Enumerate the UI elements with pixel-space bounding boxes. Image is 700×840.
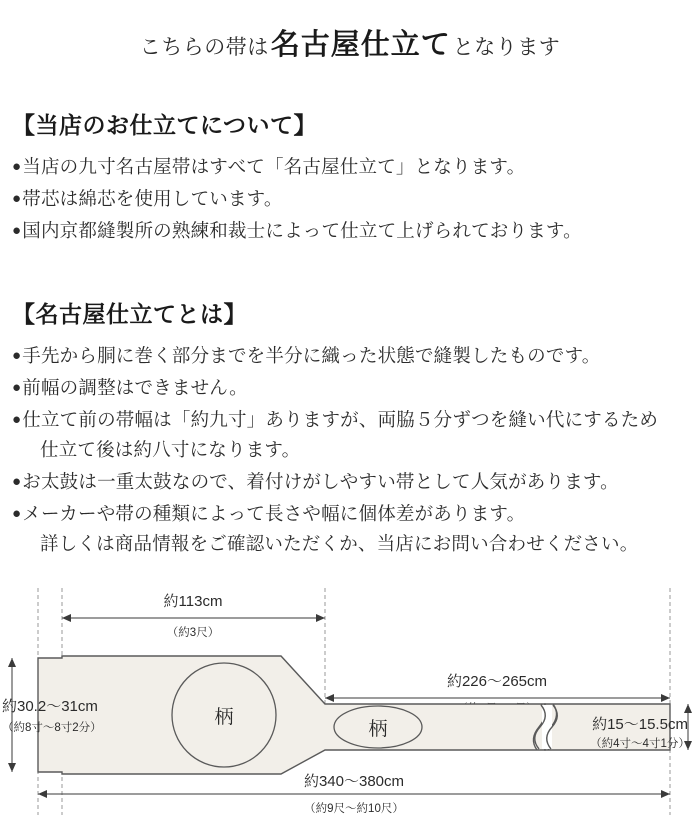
pattern-label-large: 柄: [214, 707, 234, 728]
list-item-text: 仕立て前の帯幅は「約九寸」ありますが、両脇５分ずつを縫い代にするため: [22, 408, 659, 430]
bullet-list: [12, 341, 688, 559]
list-item: [12, 184, 688, 214]
list-item-text: 手先から胴に巻く部分までを半分に織った状態で縫製したものです。: [22, 344, 601, 366]
list-item-continuation: 詳しくは商品情報をご確認いただくか、当店にお問い合わせください。: [40, 532, 639, 554]
bullet-icon: ●: [12, 346, 22, 364]
dim-right-width-sub: （約4寸〜4寸1分）: [590, 738, 690, 750]
section-nagoya-definition: [0, 296, 700, 559]
dim-left-width: [8, 658, 16, 772]
section-title: 【当店のお仕立てについて】: [12, 112, 318, 138]
dim-total-length-sub: （約9尺〜約10尺）: [304, 803, 404, 815]
list-item: [12, 152, 688, 182]
page-title-emphasis: 名古屋仕立て: [270, 29, 451, 61]
section-shop-tailoring: [0, 107, 700, 246]
bullet-icon: ●: [12, 221, 22, 239]
dim-right-length: [325, 694, 670, 702]
bullet-icon: ●: [12, 189, 22, 207]
list-item: [12, 216, 688, 246]
dim-top-length: [62, 614, 325, 622]
page-title-suffix: となります: [452, 36, 561, 59]
bullet-icon: ●: [12, 378, 22, 396]
dim-top-length-sub: （約3尺）: [166, 627, 220, 639]
obi-dimension-diagram: [0, 560, 700, 840]
list-item-text: 帯芯は綿芯を使用しています。: [22, 187, 283, 209]
bullet-icon: ●: [12, 410, 22, 428]
bullet-icon: ●: [12, 472, 22, 490]
bullet-list: [12, 152, 688, 246]
dim-left-width-sub: （約8寸〜8寸2分）: [2, 722, 102, 734]
list-item-text: 前幅の調整はできません。: [22, 376, 248, 398]
list-item: [12, 341, 688, 371]
dim-left-width-main: 約30.2〜31cm: [2, 698, 98, 715]
list-item: [12, 373, 688, 403]
list-item-text: メーカーや帯の種類によって長さや幅に個体差があります。: [22, 502, 526, 524]
list-item: [12, 405, 688, 465]
page-title-prefix: こちらの帯は: [139, 36, 269, 59]
list-item-text: 国内京都縫製所の熟練和裁士によって仕立て上げられております。: [22, 219, 582, 241]
dim-total-length-main: 約340〜380cm: [303, 773, 405, 790]
list-item-text: お太鼓は一重太鼓なので、着付けがしやすい帯として人気があります。: [22, 470, 619, 492]
list-item-continuation: 仕立て後は約八寸になります。: [40, 438, 301, 460]
bullet-icon: ●: [12, 504, 22, 522]
list-item: [12, 467, 688, 497]
dim-top-length-main: 約113cm: [163, 593, 223, 610]
bullet-icon: ●: [12, 158, 22, 175]
list-item-text: 当店の九寸名古屋帯はすべて「名古屋仕立て」となります。: [22, 156, 526, 177]
dim-total-length: [38, 790, 670, 798]
dim-right-length-main: 約226〜265cm: [446, 673, 548, 690]
section-title: 【名古屋仕立てとは】: [12, 300, 247, 327]
page-title: [0, 0, 700, 63]
list-item: [12, 499, 688, 559]
dim-right-width-main: 約15〜15.5cm: [592, 716, 688, 733]
pattern-label-small: 柄: [368, 719, 388, 740]
